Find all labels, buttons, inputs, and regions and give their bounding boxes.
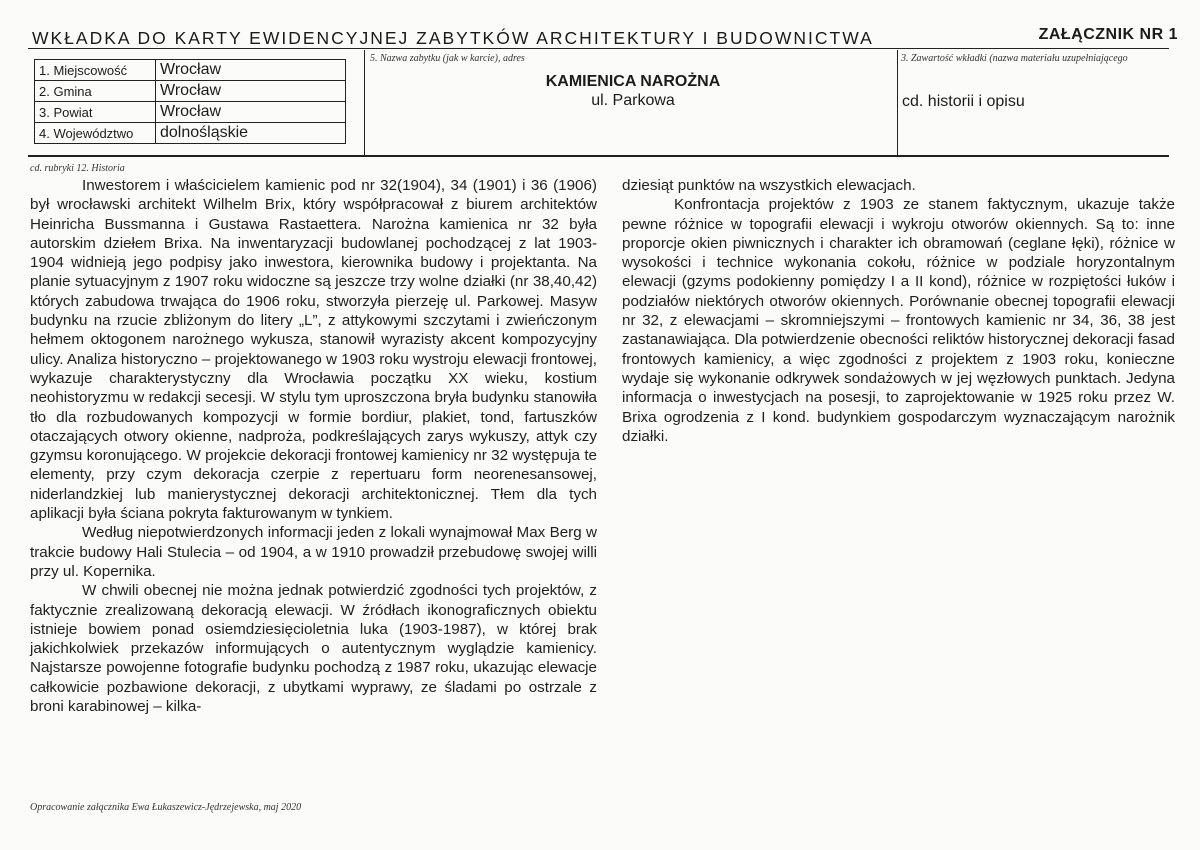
- author-note: Opracowanie załącznika Ewa Łukaszewicz-Jędrzejewska, maj 2020: [30, 802, 302, 813]
- field-divider: [897, 50, 898, 155]
- text-column-left: [30, 176, 597, 716]
- paragraph: W chwili obecnej nie można jednak potwierdzić zgodności tych projektów, z faktycznie zrealizowaną dekoracją elewacji. W źródłach ikonograficznych obiektu istnieje bowiem ponad osiemdziesięcioletnia luka (1903-1987), w której brak jakichkolwiek przekazów informujących o autentycznym wyglądzie kamienicy. Najstarsze powojenne fotografie budynku pochodzą z 1987 roku, ukazując elewacje całkowicie pozbawione dekoracji, z ubytkami wyprawy, ze śladami po ostrzale z broni karabinowej – kilka-: [30, 582, 597, 716]
- title-rule: [28, 48, 1169, 49]
- contents-value: cd. historii i opisu: [902, 93, 1025, 110]
- paragraph: Inwestorem i właścicielem kamienic pod nr 32(1904), 34 (1901) i 36 (1906) był wrocławski architekt Wilhelm Brix, który współpracował z biurem architektów Heinricha Bussmanna i Gustawa Rastaettera. Narożna kamienica nr 32 była autorskim dziełem Brixa. Na inwentaryzacji budowlanej pochodzącej z lat 1903-1904 widnieją jego podpisy jako inwestora, kierownika budowy i projektanta. Na planie sytuacyjnym z 1907 roku widoczne są jeszcze trzy wolne działki (nr 38,40,42) których zabudowa trwająca do 1906 roku, stworzyła pierzeję ul. Parkowej. Masyw budynku na rzucie zbliżonym do litery „L”, z attykowymi szczytami i zwieńczonym hełmem oktogonem narożnego wykusza, stanowił wyrazisty akcent kompozycyjny ulicy. Analiza historyczno – projektowanego w 1903 roku wystroju elewacji frontowej, wykazuje charakterystyczny dla Wrocławia początku XX wieku, kostium neohistoryzmu w redakcji secesji. W stylu tym uproszczona bryła budynku stanowiła tło dla rozbudowanych kompozycji w formie bordiur, plakiet, tond, fartuszków otaczających otwory okienne, nadproża, podkreślających zarys wykuszy, attyk czy gzymsu koronującego. W projekcie dekoracji frontowej kamienicy nr 32 występuja te elementy, przy czym dekoracja czerpie z repertuaru form neorenesansowej, niderlandzkiej lub manierystycznej dekoracji architektonicznej. Tłem dla tych aplikacji była ściana pokryta fakturowanym w tynkiem.: [30, 177, 598, 523]
- location-label: 2. Gmina: [35, 81, 156, 102]
- location-label: 1. Miejscowość: [35, 60, 156, 81]
- location-label: 4. Województwo: [35, 123, 156, 144]
- form-title: WKŁADKA DO KARTY EWIDENCYJNEJ ZABYTKÓW ARCHITEKTURY I BUDOWNICTWA: [32, 28, 874, 48]
- rubric-note: cd. rubryki 12. Historia: [30, 163, 125, 174]
- contents-field-label: 3. Zawartość wkładki (nazwa materiału uzupełniającego: [901, 53, 1128, 64]
- monument-address: ul. Parkowa: [591, 92, 675, 109]
- location-row: [35, 102, 346, 123]
- monument-name: KAMIENICA NAROŻNA: [545, 73, 721, 90]
- paragraph: Konfrontacja projektów z 1903 ze stanem faktycznym, ukazuje także pewne różnice w topografii elewacji i wykroju otworów okiennych. Są to: inne proporcje okien piwnicznych i charakter ich obramowań (ceglane łęki), różnice w wysokości i technice wykonania cokołu, różnice w podziale horyzontalnym elewacji (gzyms podokienny pomiędzy I a II kond), różnice w rozpiętości łuków i podziałów niektórych otworów okiennych. Porównanie obecnej topografii elewacji nr 32, z elewacjami – skromniejszymi – frontowych kamienic nr 34, 36, 38 jest zastanawiająca. Dla potwierdzenie obecności reliktów historycznej dekoracji fasad frontowych kamienicy, a więc zgodności z projektem z 1903 roku, konieczne wydaje się wykonanie odkrywek sondażowych w jej węzłowych punktach. Jedyna informacja o inwestycjach na posesji, to zaprojektowanie w 1925 roku przez W. Brixa ogrodzenia z I kond. budynkiem gospodarczym wyznaczającym narożnik działki.: [622, 196, 1175, 445]
- field-divider: [364, 50, 365, 155]
- location-row: [35, 60, 346, 81]
- location-label: 3. Powiat: [35, 102, 156, 123]
- annex-number: ZAŁĄCZNIK NR 1: [1038, 26, 1178, 43]
- location-row: [35, 81, 346, 102]
- location-value: dolnośląskie: [156, 123, 346, 144]
- paragraph: Według niepotwierdzonych informacji jeden z lokali wynajmował Max Berg w trakcie budowy Hali Stulecia – od 1904, a w 1910 prowadził przebudowę swojej willi przy ul. Kopernika.: [30, 524, 597, 580]
- location-value: Wrocław: [156, 81, 346, 102]
- location-table: [34, 59, 346, 144]
- monument-field-label: 5. Nazwa zabytku (jak w karcie), adres: [370, 53, 525, 64]
- location-value: Wrocław: [156, 60, 346, 81]
- header-fields: [28, 50, 1169, 157]
- location-row: [35, 123, 346, 144]
- paragraph-continuation: dziesiąt punktów na wszystkich elewacjach.: [622, 177, 916, 194]
- text-column-right: [622, 176, 1175, 446]
- location-value: Wrocław: [156, 102, 346, 123]
